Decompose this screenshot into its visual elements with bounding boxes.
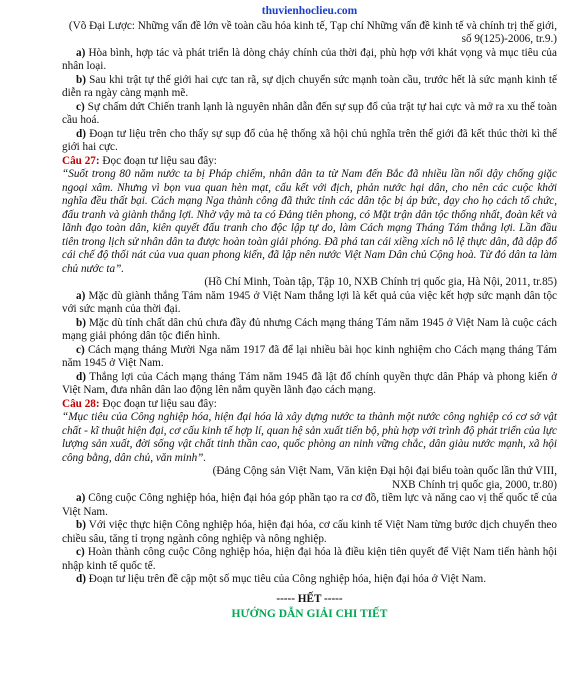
q28-heading: Câu 28: Đọc đoạn tư liệu sau đây: (62, 397, 217, 410)
q27-option-b: b) Mặc dù tính chất dân chủ chưa đầy đủ nhưng Cách mạng tháng Tám năm 1945 ở Việt Nam là cuộc cách mạng giải phóng dân tộc điển hình. (62, 316, 557, 342)
q28-label: Câu 28: (62, 397, 100, 410)
q28-option-b: b) Với việc thực hiện Công nghiệp hóa, hiện đại hóa, cơ cấu kinh tế Việt Nam từng bước dịch chuyển theo chiều sâu, tăng tỉ trọng ngành công nghiệp và nông nghiệp. (62, 519, 557, 545)
q27-option-a: a) Mặc dù giành thắng Tám năm 1945 ở Việt Nam thắng lợi là kết quả của việc kết hợp sức mạnh dân tộc với sức mạnh của thời đại. (62, 289, 558, 315)
q28-option-c: c) Hoàn thành công cuộc Công nghiệp hóa, hiện đại hóa là điều kiện tiên quyết để Việt Nam tiến hành hội nhập kinh tế quốc tế. (62, 546, 557, 572)
q26-option-b: b) Sau khi trật tự thế giới hai cực tan rã, sự dịch chuyển sức mạnh toàn cầu, trước hết là sức mạnh kinh tế diễn ra ngày càng mạnh mẽ. (62, 73, 558, 99)
next-section-heading: HƯỚNG DẪN GIẢI CHI TIẾT (231, 608, 388, 620)
q26-option-a: a) Hòa bình, hợp tác và phát triển là dòng chảy chính của thời đại, phù hợp với khát vọng và mục tiêu của nhân loại. (62, 46, 557, 72)
q27-source: (Hồ Chí Minh, Toàn tập, Tập 10, NXB Chính trị quốc gia, Hà Nội, 2011, tr.85) (204, 276, 557, 288)
q26-option-d: d) Đoạn tư liệu trên cho thấy sự sụp đổ của hệ thống xã hội chủ nghĩa trên thế giới đã kết thúc thời kì thế giới hai cực. (62, 127, 558, 153)
q26-option-c: c) Sự chấm dứt Chiến tranh lạnh là nguyên nhân dẫn đến sự sụp đổ của trật tự hai cực và mở ra xu thế toàn cầu hoá. (62, 100, 557, 126)
end-marker: ----- HẾT ----- (276, 592, 343, 605)
q28-option-d: d) Đoạn tư liệu trên đề cập một số mục tiêu của Công nghiệp hóa, hiện đại hóa ở Việt Nam. (76, 573, 487, 585)
q27-option-c: c) Cách mạng tháng Mười Nga năm 1917 đã để lại nhiều bài học kinh nghiệm cho Cách mạng tháng Tám năm 1945 ở Việt Nam. (62, 343, 557, 369)
q27-option-d: d) Thắng lợi của Cách mạng tháng Tám năm 1945 đã lật đổ chính quyền thực dân Pháp và phong kiến ở Việt Nam, đưa nhân dân lao động lên nắm quyền lãnh đạo cách mạng. (62, 370, 557, 396)
q28-option-a: a) Công cuộc Công nghiệp hóa, hiện đại hóa góp phần tạo ra cơ đồ, tiềm lực và năng cao vị thế quốc tế của Việt Nam. (62, 492, 558, 518)
q27-heading: Câu 27: Đọc đoạn tư liệu sau đây: (62, 154, 217, 167)
q27-label: Câu 27: (62, 154, 100, 167)
q27-quote: “Suốt trong 80 năm nước ta bị Pháp chiếm, nhân dân ta từ Nam đến Bắc đã nhiều lần nổi dậy chống giặc ngoại xâm. Nhưng vì bọn vua quan hèn mạt, cấu kết với địch, phản nước hại dân, cho nên các cuộc khởi nghĩa đều thất bại. Cách mạng Nga thành công đã thức tỉnh các dân tộc bị áp bức, dạy cho họ cách tổ chức, đấu tranh và giành thắng lợi. Nhờ vậy mà ta có Đảng tiên phong, có Mặt trận dân tộc thống nhất, đoàn kết và lãnh đạo toàn dân, kiên quyết đấu tranh cho độc lập tự do, làm Cách mạng Tháng Tám thắng lợi. Lần đầu tiên trong lịch sử nhân dân ta được hoàn toàn giải phóng. Đã phá tan cái xiềng xích nô lệ thực dân, đã dập đổ cái chế độ thối nát của vua quan phong kiến, đã lập nên nước Việt Nam Dân chủ Cộng hoà. Từ đó dân ta làm chủ nước ta”. (62, 168, 557, 275)
site-watermark[interactable]: thuvienhoclieu.com (261, 5, 358, 17)
q26-source: (Võ Đại Lược: Những vấn đề lớn về toàn cầu hóa kinh tế, Tạp chí Những vấn đề kinh tế và chính trị thế giới, số 9(125)-2006, tr.9.) (68, 19, 557, 45)
q28-source-line2: NXB Chính trị quốc gia, 2000, tr.80) (391, 478, 557, 491)
q28-source-line1: (Đảng Cộng sản Việt Nam, Văn kiện Đại hội đại biểu toàn quốc lần thứ VIII, (212, 465, 557, 477)
q28-quote: “Mục tiêu của Công nghiệp hóa, hiện đại hóa là xây dựng nước ta thành một nước công nghiệp có cơ sở vật chất - kĩ thuật hiện đại, cơ cấu kinh tế hợp lí, quan hệ sản xuất tiến bộ, phù hợp với trình độ phát triển của lực lượng sản xuất, đời sống vật chất tinh thần cao, quốc phòng an ninh vững chắc, dân giàu nước mạnh, xã hội công bằng, dân chủ, văn minh”. (62, 411, 557, 464)
document-page (62, 0, 557, 622)
